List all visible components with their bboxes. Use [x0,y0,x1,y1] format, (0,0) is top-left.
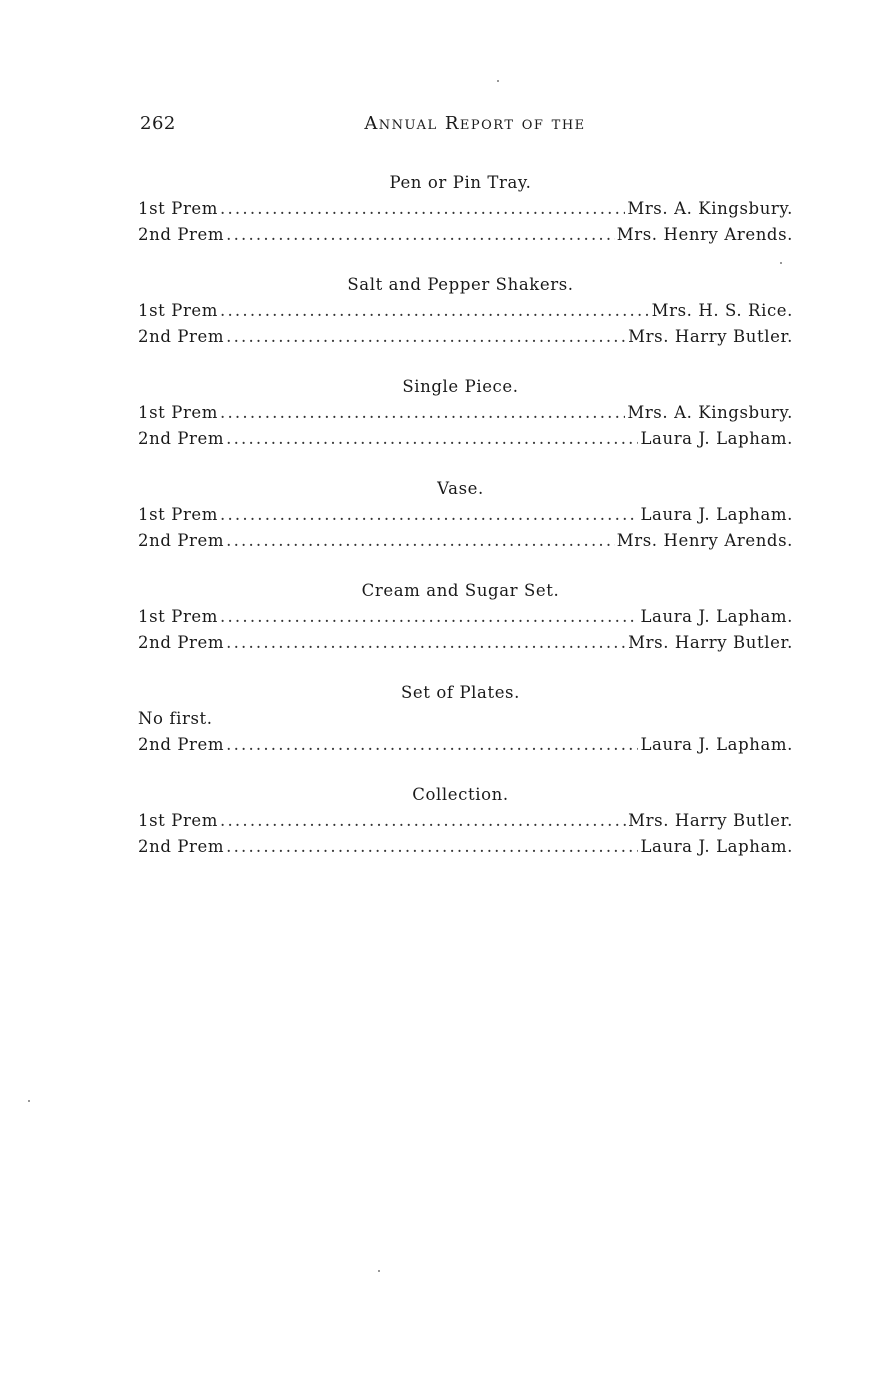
premium-label: 2nd Prem [138,531,225,550]
winner-name: Mrs. Henry Arends. [616,225,793,244]
dot-leader [226,732,638,758]
premium-entry [138,298,793,324]
dot-leader [220,808,626,834]
premium-label: 2nd Prem [138,837,225,856]
premium-entry [138,732,793,758]
dot-leader [220,196,625,222]
premium-label: 1st Prem [138,199,219,218]
section-pen-or-pin-tray [138,170,793,248]
winner-name: Mrs. A. Kingsbury. [627,199,793,218]
premium-entry [138,808,793,834]
premium-label: 1st Prem [138,403,219,422]
section-title: Vase. [437,479,484,498]
no-first-note: No first. [138,709,213,728]
premium-label: 2nd Prem [138,225,225,244]
winner-name: Mrs. Harry Butler. [628,633,793,652]
dot-leader [220,604,638,630]
dot-leader [226,426,638,452]
premium-label: 2nd Prem [138,327,225,346]
dot-leader [220,502,638,528]
section-title: Cream and Sugar Set. [361,581,560,600]
winner-name: Mrs. Henry Arends. [616,531,793,550]
premium-entry [138,196,793,222]
winner-name: Laura J. Lapham. [640,607,793,626]
dot-leader [226,324,626,350]
dot-leader [220,298,650,324]
section-set-of-plates [138,680,793,758]
winner-name: Mrs. Harry Butler. [628,811,793,830]
premium-entry [138,426,793,452]
winner-name: Mrs. H. S. Rice. [651,301,793,320]
premium-label: 1st Prem [138,301,219,320]
section-vase [138,476,793,554]
section-title: Single Piece. [402,377,519,396]
print-speck [28,1100,30,1102]
premium-label: 1st Prem [138,811,219,830]
running-title: Annual Report of the [364,113,586,134]
dot-leader [226,528,615,554]
running-header [140,113,800,139]
premium-list [138,170,793,884]
premium-label: 2nd Prem [138,633,225,652]
dot-leader [226,630,626,656]
section-title: Collection. [412,785,509,804]
section-collection [138,782,793,860]
section-salt-and-pepper-shakers [138,272,793,350]
section-title: Pen or Pin Tray. [389,173,532,192]
print-speck [497,80,499,82]
premium-label: 2nd Prem [138,429,225,448]
winner-name: Laura J. Lapham. [640,429,793,448]
premium-entry [138,528,793,554]
premium-entry [138,502,793,528]
premium-label: 1st Prem [138,505,219,524]
premium-entry [138,604,793,630]
premium-entry [138,630,793,656]
print-speck [378,1270,380,1272]
premium-entry [138,324,793,350]
winner-name: Laura J. Lapham. [640,505,793,524]
section-cream-and-sugar-set [138,578,793,656]
winner-name: Laura J. Lapham. [640,735,793,754]
section-title: Salt and Pepper Shakers. [347,275,574,294]
dot-leader [220,400,625,426]
premium-label: 2nd Prem [138,735,225,754]
winner-name: Mrs. A. Kingsbury. [627,403,793,422]
premium-entry [138,834,793,860]
dot-leader [226,834,638,860]
section-single-piece [138,374,793,452]
dot-leader [226,222,615,248]
section-title: Set of Plates. [401,683,520,702]
premium-entry [138,400,793,426]
premium-label: 1st Prem [138,607,219,626]
page-number: 262 [140,113,176,134]
premium-entry [138,222,793,248]
winner-name: Laura J. Lapham. [640,837,793,856]
winner-name: Mrs. Harry Butler. [628,327,793,346]
